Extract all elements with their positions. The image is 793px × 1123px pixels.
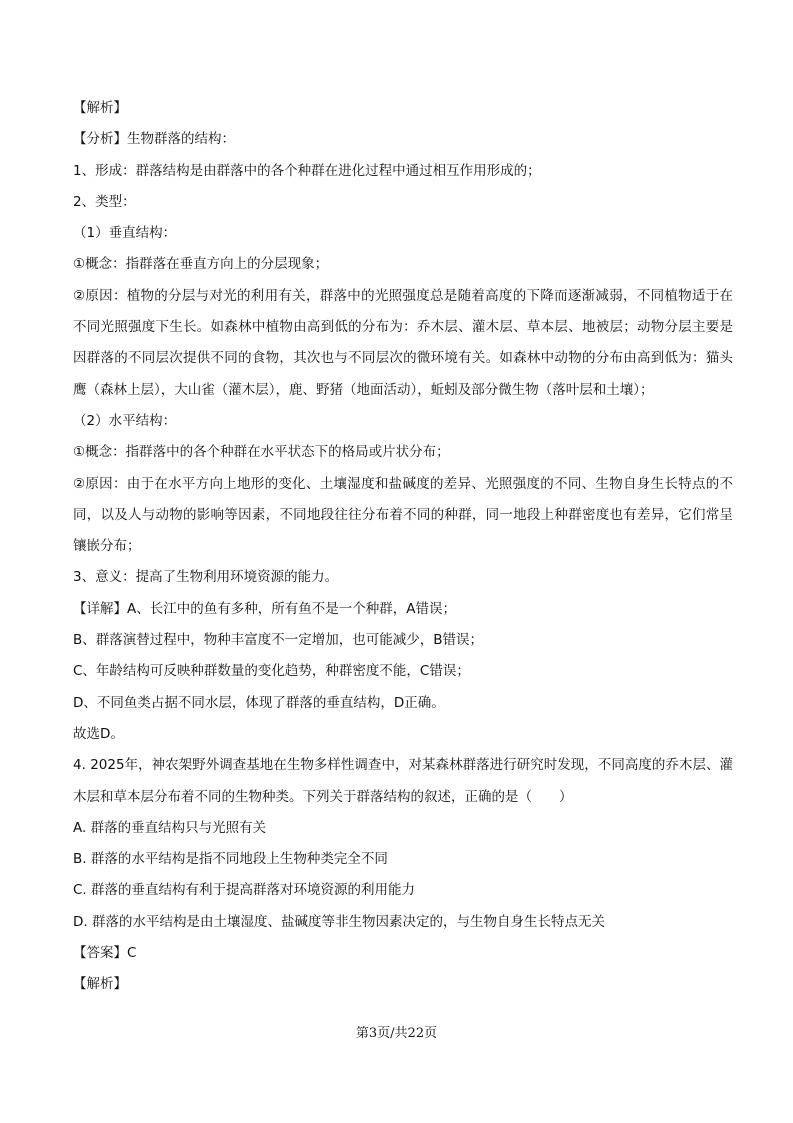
analysis-heading-2: 【解析】 [73,976,127,993]
page-number: 第3页/共22页 [355,1026,438,1041]
question-4-option-b: B. 群落的水平结构是指不同地段上生物种类完全不同 [73,851,388,868]
question-4-option-c: C. 群落的垂直结构有利于提高群落对环境资源的利用能力 [73,882,416,899]
vertical-concept-line: ①概念：指群落在垂直方向上的分层现象； [73,256,329,273]
choice-line: 故选D。 [73,725,124,742]
significance-line: 3、意义：提高了生物利用环境资源的能力。 [73,569,339,586]
detail-line-d: D、不同鱼类占据不同水层，体现了群落的垂直结构，D正确。 [73,694,445,711]
question-4-option-a: A. 群落的垂直结构只与光照有关 [73,819,267,836]
formation-line: 1、形成：群落结构是由群落中的各个种群在进化过程中通过相互作用形成的； [73,162,541,179]
detail-line-c: C、年龄结构可反映种群数量的变化趋势，种群密度不能，C错误； [73,663,470,680]
types-line: 2、类型： [73,193,136,210]
analysis-heading: 【解析】 [73,100,127,116]
vertical-structure-heading: （1）垂直结构： [73,225,177,242]
analysis-topic: 【分析】生物群落的结构： [73,131,235,148]
question-4-option-d: D. 群落的水平结构是由土壤湿度、盐碱度等非生物因素决定的，与生物自身生长特点无关 [73,913,605,930]
horizontal-reason-paragraph: ②原因：由于在水平方向上地形的变化、土壤湿度和盐碱度的差异、光照强度的不同、生物自身生长特点的不同，以及人与动物的影响等因素，不同地段往往分布着不同的种群，同一地段上种群密度也有差异，它们常呈镶嵌分布； [73,475,733,555]
question-4-stem: 4. 2025年，神农架野外调查基地在生物多样性调查中，对某森林群落进行研究时发现，不同高度的乔木层、灌木层和草本层分布着不同的生物种类。下列关于群落结构的叙述，正确的是（ ） [73,757,733,805]
answer-line: 【答案】C [73,945,137,962]
vertical-reason-paragraph: ②原因：植物的分层与对光的利用有关，群落中的光照强度总是随着高度的下降而逐渐减弱，不同植物适于在不同光照强度下生长。如森林中植物由高到低的分布为：乔木层、灌木层、草本层、地被层；动物分层主要是因群落的不同层次提供不同的食物，其次也与不同层次的微环境有关。如森林中动物的分布由高到低为：猫头鹰（森林上层），大山雀（灌木层），鹿、野猪（地面活动），蚯蚓及部分微生物（落叶层和土壤）； [73,287,733,398]
detail-line-a: 【详解】A、长江中的鱼有多种，所有鱼不是一个种群，A错误； [73,600,456,617]
horizontal-structure-heading: （2）水平结构： [73,412,177,429]
horizontal-concept-line: ①概念：指群落中的各个种群在水平状态下的格局或片状分布； [73,444,450,461]
detail-line-b: B、群落演替过程中，物种丰富度不一定增加，也可能减少，B错误； [73,632,484,649]
document-body [73,93,733,1001]
